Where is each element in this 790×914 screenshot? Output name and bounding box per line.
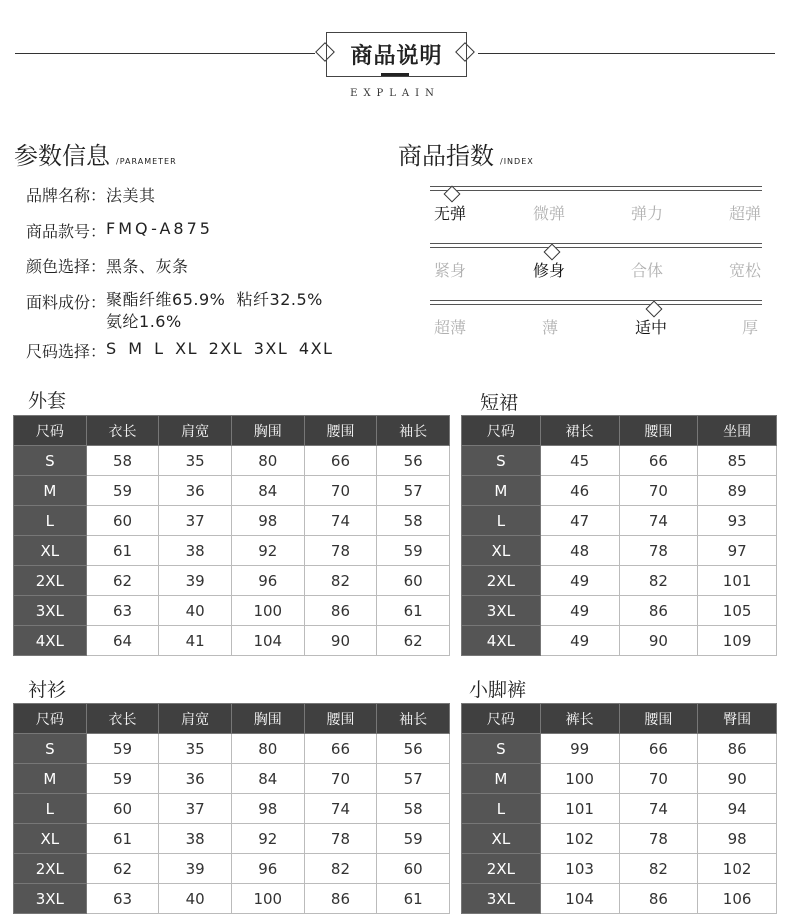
size-cell: L xyxy=(14,506,87,536)
measure-cell: 78 xyxy=(304,824,377,854)
size-cell: 2XL xyxy=(14,854,87,884)
measure-cell: 41 xyxy=(159,626,232,656)
size-cell: 3XL xyxy=(14,596,87,626)
fabric-line-2: 氨纶1.6% xyxy=(106,312,182,331)
measure-cell: 93 xyxy=(698,506,777,536)
shirt-size-table xyxy=(13,703,450,914)
size-cell: 4XL xyxy=(14,626,87,656)
measure-cell: 37 xyxy=(159,794,232,824)
table-header-cell: 臀围 xyxy=(698,704,777,734)
measure-cell: 106 xyxy=(698,884,777,914)
param-key: 尺码选择： xyxy=(26,342,107,361)
size-cell: 3XL xyxy=(462,884,541,914)
measure-cell: 94 xyxy=(698,794,777,824)
param-row-color xyxy=(26,254,189,277)
measure-cell: 38 xyxy=(159,824,232,854)
table-row xyxy=(462,884,777,914)
table-header-cell: 肩宽 xyxy=(159,704,232,734)
measure-cell: 82 xyxy=(619,566,698,596)
page-subtitle: EXPLAIN xyxy=(350,88,440,99)
size-cell: S xyxy=(14,734,87,764)
measure-cell: 60 xyxy=(86,794,159,824)
measure-cell: 100 xyxy=(231,596,304,626)
measure-cell: 57 xyxy=(377,476,450,506)
table-header-cell: 胸围 xyxy=(231,416,304,446)
coat-table-label: 外套 xyxy=(28,390,67,412)
measure-cell: 86 xyxy=(698,734,777,764)
measure-cell: 36 xyxy=(159,476,232,506)
table-row xyxy=(462,794,777,824)
measure-cell: 66 xyxy=(304,446,377,476)
measure-cell: 49 xyxy=(540,626,619,656)
table-header-cell: 腰围 xyxy=(304,416,377,446)
index-label: 修身 xyxy=(533,261,566,280)
index-label: 超弹 xyxy=(729,204,762,223)
measure-cell: 101 xyxy=(540,794,619,824)
table-header-cell: 肩宽 xyxy=(159,416,232,446)
measure-cell: 92 xyxy=(231,536,304,566)
measure-cell: 100 xyxy=(231,884,304,914)
table-row xyxy=(14,626,450,656)
params-title: 参数信息 xyxy=(14,142,110,170)
shirt-table-label: 衬衫 xyxy=(28,679,67,701)
fabric-line-1: 聚酯纤维65.9% 粘纤32.5% xyxy=(106,290,323,309)
pants-table-label: 小脚裤 xyxy=(469,679,527,701)
measure-cell: 56 xyxy=(377,734,450,764)
index-track-elasticity xyxy=(430,186,762,191)
measure-cell: 96 xyxy=(231,854,304,884)
size-cell: 2XL xyxy=(14,566,87,596)
index-title: 商品指数 xyxy=(398,142,494,170)
measure-cell: 40 xyxy=(159,596,232,626)
index-label: 无弹 xyxy=(434,204,467,223)
measure-cell: 74 xyxy=(304,506,377,536)
measure-cell: 78 xyxy=(619,824,698,854)
measure-cell: 48 xyxy=(540,536,619,566)
table-header-cell: 袖长 xyxy=(377,416,450,446)
index-label: 合体 xyxy=(631,261,664,280)
param-value: S M L XL 2XL 3XL 4XL xyxy=(106,339,334,358)
measure-cell: 80 xyxy=(231,446,304,476)
param-value: 法美其 xyxy=(106,186,156,205)
skirt-table-label: 短裙 xyxy=(480,392,519,414)
param-value xyxy=(106,289,323,333)
measure-cell: 59 xyxy=(377,536,450,566)
measure-cell: 98 xyxy=(698,824,777,854)
measure-cell: 82 xyxy=(619,854,698,884)
index-track-fit xyxy=(430,243,762,248)
table-header-cell: 裤长 xyxy=(540,704,619,734)
table-header-cell: 腰围 xyxy=(304,704,377,734)
measure-cell: 61 xyxy=(86,824,159,854)
header-line-right xyxy=(478,53,775,54)
table-header-cell: 衣长 xyxy=(86,704,159,734)
measure-cell: 64 xyxy=(86,626,159,656)
measure-cell: 78 xyxy=(304,536,377,566)
measure-cell: 74 xyxy=(304,794,377,824)
measure-cell: 56 xyxy=(377,446,450,476)
table-row xyxy=(462,596,777,626)
index-label: 紧身 xyxy=(434,261,467,280)
measure-cell: 90 xyxy=(698,764,777,794)
size-cell: L xyxy=(14,794,87,824)
size-cell: 3XL xyxy=(14,884,87,914)
measure-cell: 70 xyxy=(619,476,698,506)
measure-cell: 66 xyxy=(619,734,698,764)
measure-cell: 60 xyxy=(86,506,159,536)
header-underline xyxy=(381,73,409,76)
measure-cell: 84 xyxy=(231,476,304,506)
measure-cell: 58 xyxy=(377,506,450,536)
table-row xyxy=(462,476,777,506)
table-row xyxy=(462,506,777,536)
table-row xyxy=(462,566,777,596)
measure-cell: 46 xyxy=(540,476,619,506)
params-section-title xyxy=(14,136,177,171)
index-label: 适中 xyxy=(635,318,668,337)
measure-cell: 61 xyxy=(86,536,159,566)
measure-cell: 61 xyxy=(377,596,450,626)
table-header-cell: 尺码 xyxy=(14,704,87,734)
measure-cell: 98 xyxy=(231,794,304,824)
size-cell: 2XL xyxy=(462,854,541,884)
table-header-cell: 腰围 xyxy=(619,416,698,446)
measure-cell: 102 xyxy=(540,824,619,854)
size-cell: XL xyxy=(462,536,541,566)
measure-cell: 82 xyxy=(304,854,377,884)
table-row xyxy=(14,764,450,794)
size-cell: M xyxy=(14,764,87,794)
size-cell: S xyxy=(14,446,87,476)
measure-cell: 36 xyxy=(159,764,232,794)
measure-cell: 90 xyxy=(304,626,377,656)
measure-cell: 92 xyxy=(231,824,304,854)
measure-cell: 66 xyxy=(619,446,698,476)
measure-cell: 101 xyxy=(698,566,777,596)
table-header-row xyxy=(462,416,777,446)
table-row xyxy=(14,794,450,824)
measure-cell: 104 xyxy=(540,884,619,914)
measure-cell: 35 xyxy=(159,734,232,764)
params-title-en: /PARAMETER xyxy=(116,157,177,166)
table-header-cell: 裙长 xyxy=(540,416,619,446)
table-header-cell: 袖长 xyxy=(377,704,450,734)
table-row xyxy=(14,446,450,476)
measure-cell: 39 xyxy=(159,566,232,596)
measure-cell: 82 xyxy=(304,566,377,596)
param-key: 品牌名称： xyxy=(26,186,107,205)
measure-cell: 60 xyxy=(377,566,450,596)
table-header-cell: 腰围 xyxy=(619,704,698,734)
measure-cell: 49 xyxy=(540,566,619,596)
measure-cell: 104 xyxy=(231,626,304,656)
param-key: 颜色选择： xyxy=(26,257,107,276)
measure-cell: 37 xyxy=(159,506,232,536)
param-row-style-number xyxy=(26,219,213,242)
measure-cell: 62 xyxy=(86,566,159,596)
index-label: 宽松 xyxy=(729,261,762,280)
size-cell: 4XL xyxy=(462,626,541,656)
table-row xyxy=(14,854,450,884)
measure-cell: 103 xyxy=(540,854,619,884)
measure-cell: 47 xyxy=(540,506,619,536)
index-label: 微弹 xyxy=(533,204,566,223)
measure-cell: 80 xyxy=(231,734,304,764)
measure-cell: 86 xyxy=(304,884,377,914)
table-header-row xyxy=(14,416,450,446)
measure-cell: 35 xyxy=(159,446,232,476)
measure-cell: 63 xyxy=(86,884,159,914)
table-row xyxy=(462,536,777,566)
measure-cell: 45 xyxy=(540,446,619,476)
measure-cell: 84 xyxy=(231,764,304,794)
table-header-row xyxy=(14,704,450,734)
table-row xyxy=(14,596,450,626)
size-cell: XL xyxy=(14,824,87,854)
measure-cell: 62 xyxy=(86,854,159,884)
table-row xyxy=(462,764,777,794)
measure-cell: 59 xyxy=(86,734,159,764)
size-cell: 3XL xyxy=(462,596,541,626)
measure-cell: 38 xyxy=(159,536,232,566)
index-label: 厚 xyxy=(742,318,759,337)
table-row xyxy=(462,446,777,476)
size-cell: M xyxy=(14,476,87,506)
table-row xyxy=(14,566,450,596)
measure-cell: 97 xyxy=(698,536,777,566)
measure-cell: 59 xyxy=(86,764,159,794)
measure-cell: 62 xyxy=(377,626,450,656)
size-cell: XL xyxy=(14,536,87,566)
table-header-cell: 尺码 xyxy=(462,416,541,446)
size-cell: S xyxy=(462,446,541,476)
param-value: FMQ-A875 xyxy=(106,219,213,238)
size-cell: M xyxy=(462,476,541,506)
table-row xyxy=(14,734,450,764)
index-title-en: /INDEX xyxy=(500,157,534,166)
size-cell: XL xyxy=(462,824,541,854)
index-section-title xyxy=(398,136,534,171)
size-cell: S xyxy=(462,734,541,764)
table-header-row xyxy=(462,704,777,734)
size-cell: 2XL xyxy=(462,566,541,596)
table-row xyxy=(14,824,450,854)
measure-cell: 86 xyxy=(619,884,698,914)
table-row xyxy=(462,734,777,764)
param-value: 黑条、灰条 xyxy=(106,257,189,276)
pants-size-table xyxy=(461,703,777,914)
param-row-sizes xyxy=(26,339,333,362)
size-cell: L xyxy=(462,794,541,824)
measure-cell: 70 xyxy=(304,764,377,794)
measure-cell: 58 xyxy=(86,446,159,476)
measure-cell: 90 xyxy=(619,626,698,656)
measure-cell: 70 xyxy=(304,476,377,506)
table-row xyxy=(462,626,777,656)
measure-cell: 66 xyxy=(304,734,377,764)
table-row xyxy=(14,536,450,566)
measure-cell: 58 xyxy=(377,794,450,824)
measure-cell: 96 xyxy=(231,566,304,596)
index-label: 薄 xyxy=(542,318,559,337)
table-row xyxy=(462,854,777,884)
table-row xyxy=(14,884,450,914)
measure-cell: 99 xyxy=(540,734,619,764)
table-header-cell: 尺码 xyxy=(462,704,541,734)
measure-cell: 109 xyxy=(698,626,777,656)
measure-cell: 60 xyxy=(377,854,450,884)
measure-cell: 49 xyxy=(540,596,619,626)
measure-cell: 98 xyxy=(231,506,304,536)
measure-cell: 74 xyxy=(619,506,698,536)
table-header-cell: 尺码 xyxy=(14,416,87,446)
measure-cell: 78 xyxy=(619,536,698,566)
skirt-size-table xyxy=(461,415,777,656)
param-row-brand xyxy=(26,183,156,206)
header-line-left xyxy=(15,53,315,54)
measure-cell: 40 xyxy=(159,884,232,914)
measure-cell: 70 xyxy=(619,764,698,794)
table-row xyxy=(14,506,450,536)
measure-cell: 105 xyxy=(698,596,777,626)
measure-cell: 59 xyxy=(377,824,450,854)
measure-cell: 102 xyxy=(698,854,777,884)
measure-cell: 100 xyxy=(540,764,619,794)
table-row xyxy=(462,824,777,854)
page-title: 商品说明 xyxy=(350,44,443,69)
measure-cell: 59 xyxy=(86,476,159,506)
measure-cell: 61 xyxy=(377,884,450,914)
index-track-thickness xyxy=(430,300,762,305)
measure-cell: 63 xyxy=(86,596,159,626)
size-cell: L xyxy=(462,506,541,536)
measure-cell: 39 xyxy=(159,854,232,884)
measure-cell: 57 xyxy=(377,764,450,794)
coat-size-table xyxy=(13,415,450,656)
measure-cell: 89 xyxy=(698,476,777,506)
table-header-cell: 坐围 xyxy=(698,416,777,446)
measure-cell: 85 xyxy=(698,446,777,476)
measure-cell: 86 xyxy=(619,596,698,626)
table-header-cell: 胸围 xyxy=(231,704,304,734)
header-title-box xyxy=(326,32,467,77)
table-row xyxy=(14,476,450,506)
measure-cell: 74 xyxy=(619,794,698,824)
param-key: 面料成份： xyxy=(26,293,107,312)
measure-cell: 86 xyxy=(304,596,377,626)
param-row-fabric xyxy=(26,290,323,333)
index-label: 弹力 xyxy=(631,204,664,223)
param-key: 商品款号： xyxy=(26,222,107,241)
index-label: 超薄 xyxy=(434,318,467,337)
size-cell: M xyxy=(462,764,541,794)
table-header-cell: 衣长 xyxy=(86,416,159,446)
